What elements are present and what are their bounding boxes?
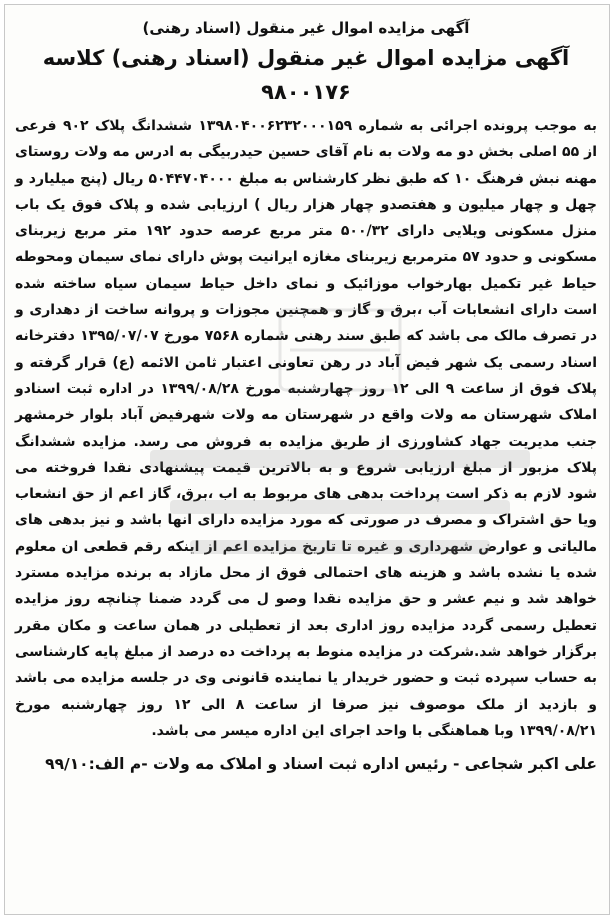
notice-body: به موجب پرونده اجرائی به شماره ۱۳۹۸۰۴۰۰۶۲۳۲۰۰۰۱۵۹ ششدانگ پلاک ۹۰۲ فرعی از ۵۵ اصلی بخش دو مه ولات به نام آقای حسین حیدربیگی به ادرس مه ولات روستای مهنه نبش فرهنگ ۱۰ که طبق نظر کارشناس به مبلغ ۵۰۴۴۷۰۴۰۰۰ ریال (پنج میلیارد و چهل و چهار میلیون و هفتصدو چهار هزار ریال ) ارزیابی شده و پلاک فوق یک باب منزل مسکونی ویلایی دارای ۵۰۰/۳۲ متر مربع عرصه حدود ۱۹۲ متر مربع زیربنای مسکونی و حدود ۵۷ مترمربع زیربنای مغازه ایرانیت پوش دارای نمای سیمان ومحوطه حیاط غیر تکمیل بهارخواب موزائیک و نمای داخل حیاط سیمان سیاه ساخته شده است دارای انشعابات آب ،برق و گاز و همچنین مجوزات و پروانه ساخت از دهداری و در تصرف مالک می باشد که طبق سند رهنی شماره ۷۵۶۸ مورخ ۱۳۹۵/۰۷/۰۷ دفترخانه اسناد رسمی یک شهر فیض آباد در رهن تعاونی اعتبار ثامن الائمه (ع) قرار گرفته و پلاک فوق از ساعت ۹ الی ۱۲ روز چهارشنبه مورخ ۱۳۹۹/۰۸/۲۸ در اداره ثبت اسنادو املاک شهرستان مه ولات واقع در شهرستان مه ولات شهرفیض آباد بلوار خرمشهر جنب مدیریت جهاد کشاورزی از طریق مزایده به فروش می رسد. مزایده ششدانگ پلاک مزبور از مبلغ ارزیابی شروع و به بالاترین قیمت پیشنهادی نقدا فروخته می شود لازم به ذکر است پرداخت بدهی های مربوط به اب ،برق، گاز اعم از حق انشعاب ویا حق اشتراک و مصرف در صورتی که مورد مزایده دارای انها باشد و نیز بدهی های مالیاتی و عوارض شهرداری و غیره تا تاریخ مزایده اعم از اینکه رقم قطعی ان معلوم شده یا نشده باشد و هزینه های احتمالی فوق از محل مازاد به برنده مزایده مسترد خواهد شد و نیم عشر و حق مزایده نقدا وصو ل می گردد ضمنا چنانچه روز مزایده تعطیل رسمی گردد مزایده روز اداری بعد از تعطیلی در همان ساعت و مکان مقرر برگزار خواهد شد.شرکت در مزایده منوط به پرداخت ده درصد از مبلغ پایه کارشناسی به حساب سپرده ثبت و حضور خریدار یا نماینده قانونی وی در جلسه مزایده می باشد و بازدید از ملک موصوف نیز صرفا از ساعت ۸ الی ۱۲ روز چهارشنبه مورخ ۱۳۹۹/۰۸/۲۱ وبا هماهنگی با واحد اجرای این اداره میسر می باشد. bbox=[15, 118, 598, 739]
notice-signature: علی اکبر شجاعی - رئیس اداره ثبت اسناد و املاک مه ولات -م الف:۹۹/۱۰ bbox=[45, 755, 597, 774]
notice-title: آگهی مزایده اموال غیر منقول (اسناد رهنی) کلاسه ۹۸۰۰۱۷۶ bbox=[42, 46, 570, 104]
notice-subtitle: آگهی مزایده اموال غیر منقول (اسناد رهنی) bbox=[142, 19, 470, 37]
auction-notice bbox=[5, 5, 609, 778]
newspaper-clipping bbox=[4, 4, 610, 915]
